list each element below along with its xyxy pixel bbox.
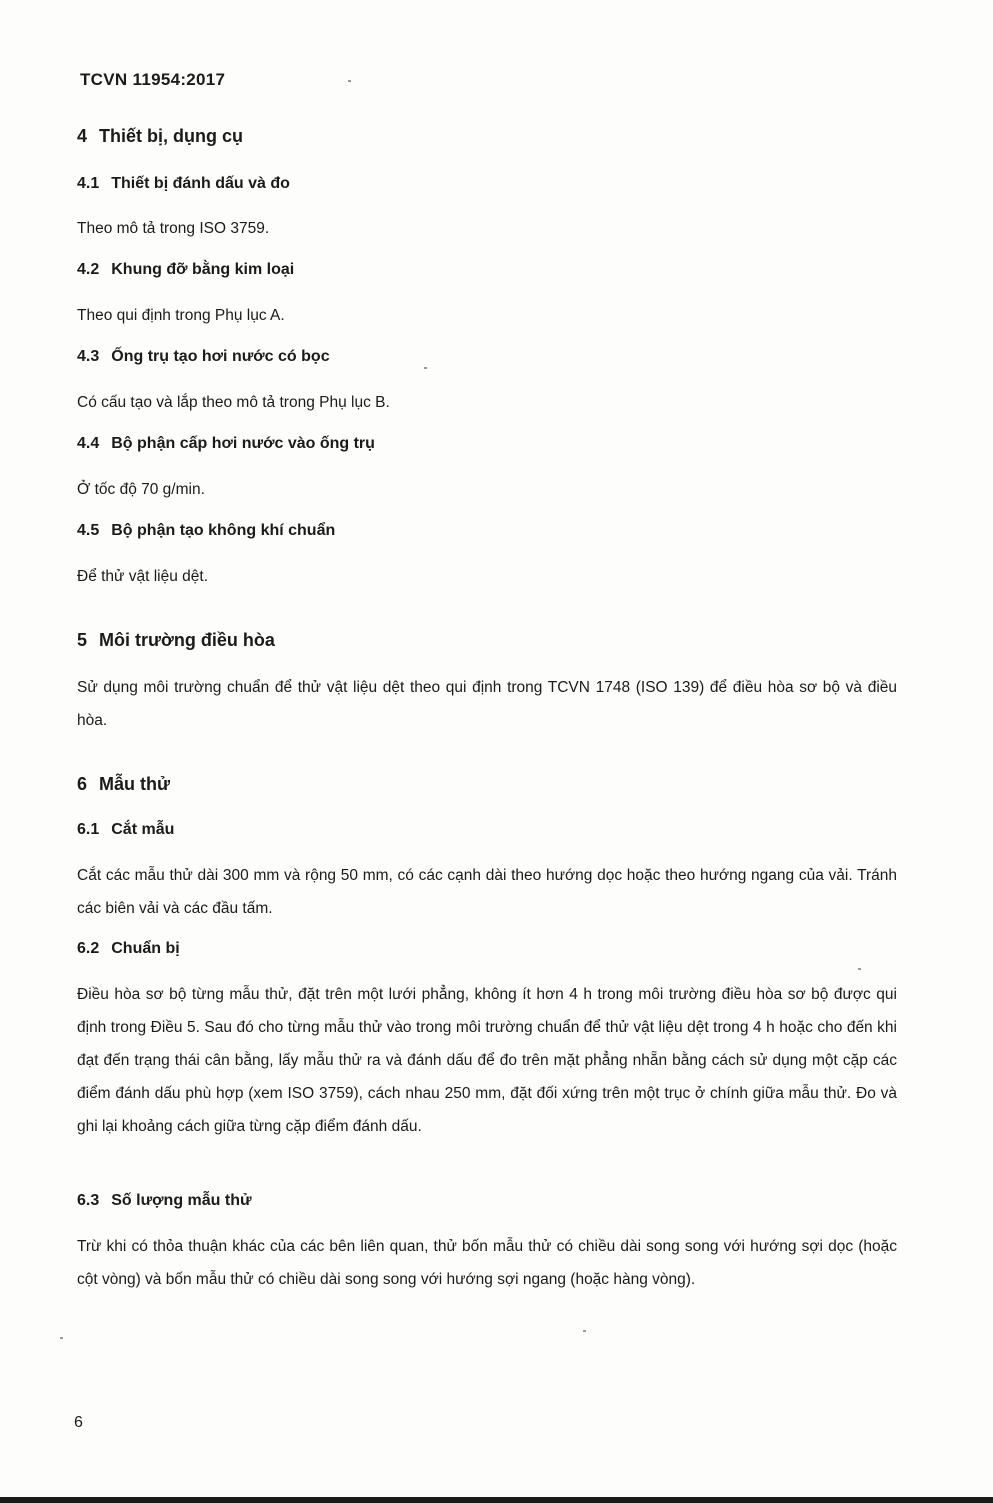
subsection-title: Bộ phận tạo không khí chuẩn bbox=[111, 522, 336, 539]
subsection-4-3-heading bbox=[77, 348, 330, 366]
subsection-title: Chuẩn bị bbox=[111, 940, 180, 957]
paragraph: Theo mô tả trong ISO 3759. bbox=[77, 220, 270, 237]
page-number: 6 bbox=[74, 1414, 83, 1431]
section-number: 6 bbox=[77, 774, 88, 794]
subsection-4-2-heading bbox=[77, 261, 294, 279]
standard-code-header: TCVN 11954:2017 bbox=[80, 70, 226, 89]
subsection-number: 4.3 bbox=[77, 348, 100, 365]
subsection-title: Số lượng mẫu thử bbox=[111, 1192, 252, 1209]
scan-speck bbox=[60, 1337, 63, 1339]
subsection-6-1-heading bbox=[77, 821, 174, 839]
paragraph: Sử dụng môi trường chuẩn để thử vật liệu dệt theo qui định trong TCVN 1748 (ISO 139) để điều hòa sơ bộ và điều hòa. bbox=[77, 679, 897, 729]
section-5-heading bbox=[77, 630, 275, 651]
subsection-4-1-heading bbox=[77, 175, 290, 193]
subsection-6-2-heading bbox=[77, 940, 180, 958]
section-title: Mẫu thử bbox=[99, 774, 171, 794]
section-6-heading bbox=[77, 774, 170, 795]
paragraph: Cắt các mẫu thử dài 300 mm và rộng 50 mm, có các cạnh dài theo hướng dọc hoặc theo hướng ngang của vải. Tránh các biên vải và các đầu tấm. bbox=[77, 867, 897, 917]
subsection-title: Khung đỡ bằng kim loại bbox=[111, 261, 295, 278]
subsection-title: Ống trụ tạo hơi nước có bọc bbox=[111, 348, 330, 365]
scan-speck bbox=[858, 968, 861, 970]
subsection-number: 4.2 bbox=[77, 261, 100, 278]
scan-bottom-edge bbox=[0, 1497, 993, 1503]
subsection-number: 4.1 bbox=[77, 175, 100, 192]
paragraph: Có cấu tạo và lắp theo mô tả trong Phụ lục B. bbox=[77, 394, 390, 411]
subsection-number: 6.1 bbox=[77, 821, 100, 838]
section-number: 5 bbox=[77, 630, 88, 650]
subsection-6-3-heading bbox=[77, 1192, 252, 1210]
subsection-number: 6.3 bbox=[77, 1192, 100, 1209]
paragraph: Ở tốc độ 70 g/min. bbox=[77, 481, 205, 498]
paragraph: Theo qui định trong Phụ lục A. bbox=[77, 307, 285, 324]
scan-speck bbox=[424, 367, 427, 369]
subsection-number: 6.2 bbox=[77, 940, 100, 957]
section-4-heading bbox=[77, 126, 243, 147]
paragraph: Trừ khi có thỏa thuận khác của các bên liên quan, thử bốn mẫu thử có chiều dài song song với hướng sợi dọc (hoặc cột vòng) và bốn mẫu thử có chiều dài song song với hướng sợi ngang (hoặc hàng vòng). bbox=[77, 1238, 897, 1288]
scan-speck bbox=[348, 80, 351, 82]
section-number: 4 bbox=[77, 126, 88, 146]
subsection-number: 4.5 bbox=[77, 522, 100, 539]
subsection-title: Cắt mẫu bbox=[111, 821, 175, 838]
paragraph: Để thử vật liệu dệt. bbox=[77, 568, 209, 585]
section-title: Môi trường điều hòa bbox=[99, 630, 275, 650]
subsection-4-5-heading bbox=[77, 522, 335, 540]
paragraph: Điều hòa sơ bộ từng mẫu thử, đặt trên một lưới phẳng, không ít hơn 4 h trong môi trường điều hòa sơ bộ được qui định trong Điều 5. Sau đó cho từng mẫu thử vào trong môi trường chuẩn để thử vật liệu dệt trong 4 h hoặc cho đến khi đạt đến trạng thái cân bằng, lấy mẫu thử ra và đánh dấu để đo trên mặt phẳng nhẵn bằng cách sử dụng một cặp các điểm đánh dấu phù hợp (xem ISO 3759), cách nhau 250 mm, đặt đối xứng trên một trục ở chính giữa mẫu thử. Đo và ghi lại khoảng cách giữa từng cặp điểm đánh dấu. bbox=[77, 986, 897, 1135]
subsection-4-4-heading bbox=[77, 435, 375, 453]
subsection-number: 4.4 bbox=[77, 435, 100, 452]
subsection-title: Bộ phận cấp hơi nước vào ống trụ bbox=[111, 435, 375, 452]
scan-speck bbox=[583, 1330, 586, 1332]
section-title: Thiết bị, dụng cụ bbox=[99, 126, 243, 146]
subsection-title: Thiết bị đánh dấu và đo bbox=[111, 175, 290, 192]
